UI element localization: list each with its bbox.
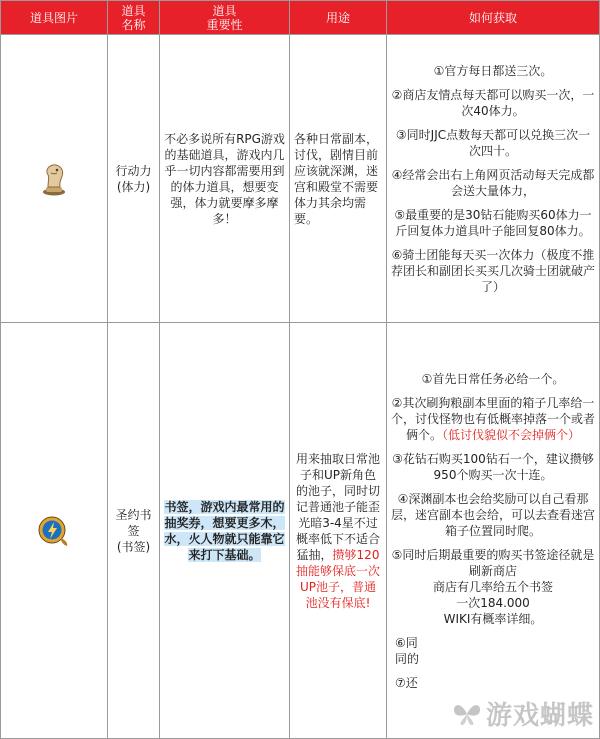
knight-chess-piece-icon [39, 162, 69, 196]
obtain-line [387, 635, 599, 667]
obtain-line-text: ⑤同时后期最重要的购买书签途径就是刷新商店 [391, 547, 595, 578]
obtain-line: ①官方每日都送三次。 [433, 63, 553, 78]
item-use: 用来抽取日常池子和UP新角色的池子，同时切记普通池子能歪光暗3-4星不过概率低下不适合猛抽， [295, 451, 380, 562]
obtain-line: ③同时JJC点数每天都可以兑换三次一次四十。 [395, 127, 591, 158]
item-use-cell [290, 323, 387, 739]
item-image-cell [1, 323, 108, 739]
item-importance: 书签，游戏内最常用的抽奖券，想要更多木，水，火人物就只能靠它来打下基础。 [164, 499, 285, 562]
item-importance-cell [160, 323, 290, 739]
header-image: 道具图片 [1, 1, 108, 35]
obtain-line [387, 547, 599, 627]
item-name-line2: (体力) [116, 179, 151, 194]
item-obtain-cell [387, 35, 600, 323]
obtain-line-text: 同的 [395, 651, 420, 666]
item-obtain-cell [387, 323, 600, 739]
item-image-cell [1, 35, 108, 323]
obtain-line-text: 一次184.000 [456, 595, 530, 610]
obtain-line: ④深渊副本也会给奖励可以自己看那层，迷宫副本也会给，可以去查看迷宫箱子位置同时爬。 [391, 491, 596, 538]
header-importance [160, 1, 290, 35]
item-use-cell [290, 35, 387, 323]
item-importance: 不必多说所有RPG游戏的基础道具，游戏内几乎一切内容都需要用到的体力道具，想要变强，体力就要摩多摩多！ [164, 131, 285, 226]
header-use: 用途 [290, 1, 387, 35]
header-importance-line2: 重要性 [206, 17, 243, 32]
obtain-line: ②商店友情点每天都可以购买一次，一次40体力。 [391, 87, 595, 118]
obtain-line [387, 395, 599, 443]
item-name-line1: 圣约书签 [115, 507, 152, 538]
obtain-line: ①首先日常任务必给一个。 [421, 371, 565, 386]
item-use: 各种日常副本，讨伐，剧情目前应该就深渊，迷宫和殿堂不需要体力其余均需要。 [294, 131, 379, 226]
obtain-line-text: 商店有几率给五个书签 [432, 579, 553, 594]
header-name [108, 1, 160, 35]
item-name-line1: 行动力 [115, 163, 152, 178]
header-importance-line1: 道具 [212, 3, 237, 18]
header-obtain: 如何获取 [387, 1, 600, 35]
bookmark-seal-icon [37, 514, 71, 548]
item-name [108, 161, 159, 197]
obtain-line-text: ⑥同 [395, 635, 418, 650]
obtain-line: ⑦还 [395, 675, 418, 690]
table-row [1, 323, 600, 739]
header-name-line1: 道具 [121, 3, 146, 18]
obtain-line: ⑤最重要的是30钻石能购买60体力一斤回复体力道具叶子能回复80体力。 [394, 207, 592, 238]
obtain-line: ④经常会出右上角网页活动每天完成都会送大量体力， [391, 167, 595, 198]
table-row [1, 35, 600, 323]
item-name-cell [108, 35, 160, 323]
obtain-line: ③花钻石购买100钻石一个，建议攒够950个购买一次十连。 [392, 451, 594, 482]
obtain-line-text: WIKI有概率详细。 [443, 611, 543, 626]
obtain-line-note: （低讨伐貌似不会掉俩个） [442, 427, 581, 442]
header-row [1, 1, 600, 35]
obtain-line-text: ②其次刷狗粮副本里面的箱子几率给一个，讨伐怪物也有低概率掉落一个或者俩个。 [391, 395, 596, 442]
item-name-cell [108, 323, 160, 739]
obtain-line: ⑥骑士团能每天买一次体力（极度不推荐团长和副团长买买几次骑士团就破产了） [391, 247, 596, 294]
item-use-warning: 攒够120抽能够保底一次UP池子，普通池没有保底! [295, 547, 380, 610]
watermark-text: 游戏蝴蝶 [485, 701, 594, 731]
item-importance-cell [160, 35, 290, 323]
header-name-line2: 名称 [121, 17, 146, 32]
item-name [108, 505, 159, 557]
item-name-line2: (书签) [116, 539, 151, 554]
